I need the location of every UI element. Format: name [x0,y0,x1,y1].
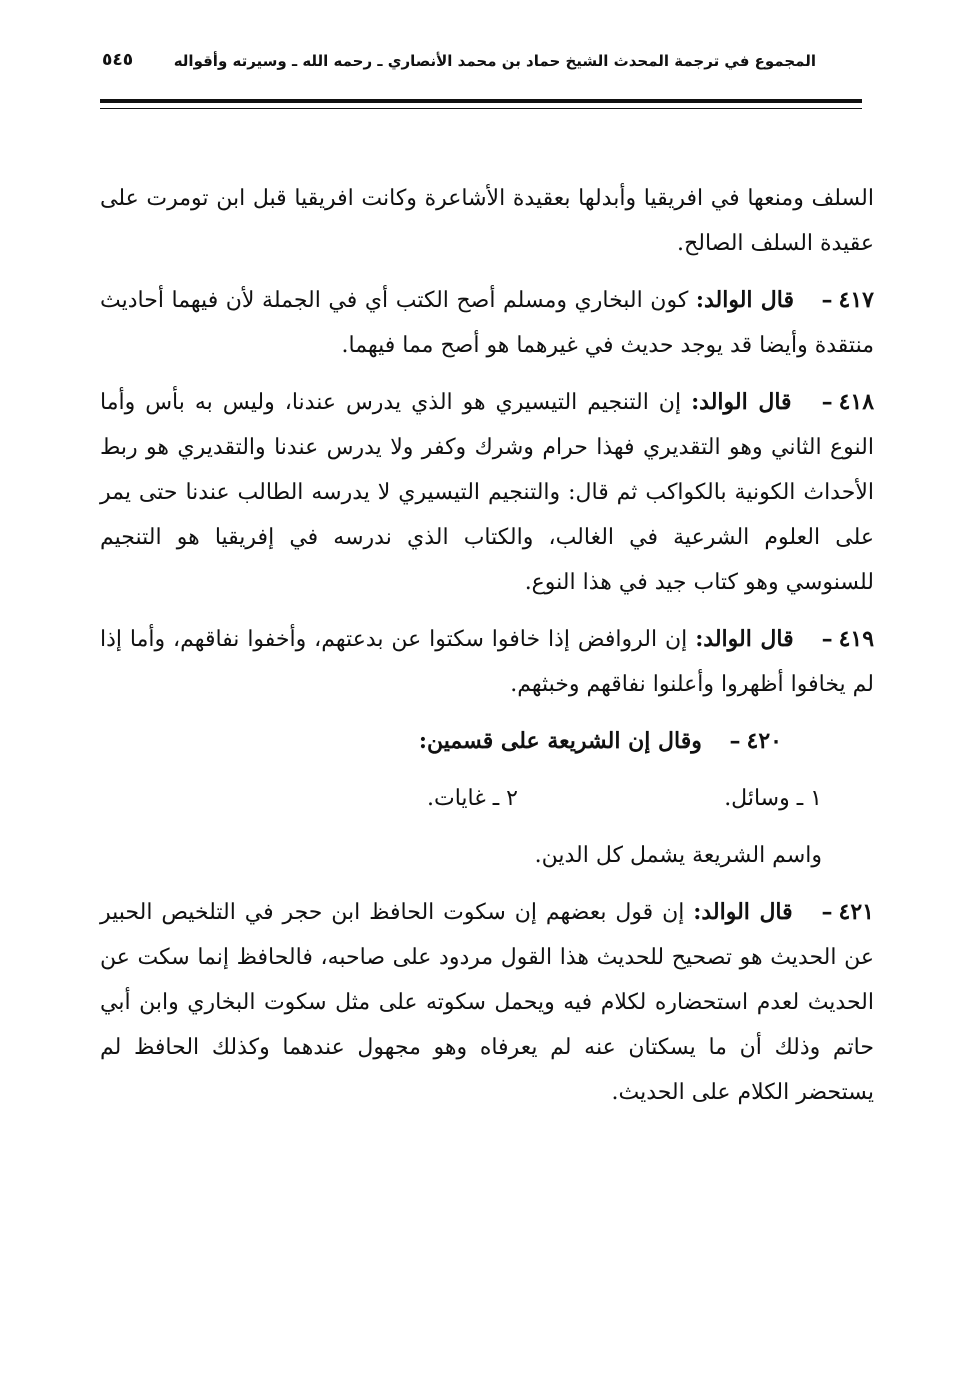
entry-dash: – [821,389,833,415]
division-list [100,776,874,821]
page-header [100,46,816,86]
page-number: ٥٤٥ [102,50,134,70]
entry-text: إن الروافض إذا خافوا سكتوا عن بدعتهم، وأخفوا نفاقهم، وأما إذا لم يخافوا أظهروا وأعلنوا نفاقهم وخبثهم. [100,627,874,697]
speaker-label: قال الوالد: [693,899,793,925]
entry-number: ٤٢٠ [746,728,782,754]
entry-text: كون البخاري ومسلم أصح الكتب أي في الجملة لأن فيهما أحاديث منتقدة وأيضا قد يوجد حديث في غيرهما هو أصح مما فيهما. [100,288,874,358]
entry-417 [100,278,874,368]
entry-419 [100,617,874,707]
division-item-2: ٢ ـ غايات. [427,786,518,811]
entry-dash: – [821,626,833,652]
entry-text: إن قول بعضهم إن سكوت الحافظ ابن حجر في التلخيص الحبير عن الحديث هو تصحيح للحديث هذا القول مردود على صاحبه، فالحافظ إنما سكت عن الحديث لعدم استحضاره لكلام فيه ويحمل سكوته على مثل سكوت البخاري وابن أبي حاتم وذلك أن ما يسكتان عنه لم يعرفاه وهو مجهول عندهما وكذلك الحافظ لم يستحضر الكلام على الحديث. [100,900,874,1105]
division-item-1: ١ ـ وسائل. [724,786,822,811]
header-rule-thick [100,99,862,103]
header-rule-thin [100,108,862,109]
entry-420 [100,719,874,764]
page-body [100,176,874,1127]
entry-number: ٤١٩ [838,626,875,652]
speaker-label: قال الوالد: [695,287,794,313]
entry-421 [100,890,874,1115]
entry-dash: – [729,728,741,754]
entry-number: ٤٢١ [838,899,874,925]
continued-paragraph [100,176,874,266]
entry-text: إن التنجيم التيسيري هو الذي يدرس عندنا، وليس به بأس وأما النوع الثاني وهو التقديري فهذا حرام وشرك وكفر ولا يدرس عندنا والتقديري هو ربط الأحداث الكونية بالكواكب ثم قال: والتنجيم التيسيري لا يدرسه الطالب عندنا حتى يمر على العلوم الشرعية في الغالب، والكتاب الذي ندرسه في إفريقيا هو التنجيم للسنوسي وهو كتاب جيد في هذا النوع. [100,390,875,595]
running-title: المجموع في ترجمة المحدث الشيخ حماد بن محمد الأنصاري ـ رحمه الله ـ وسيرته وأقواله [173,52,816,70]
entry-418 [100,380,874,605]
speaker-label: قال الوالد: [695,626,794,652]
note-text: واسم الشريعة يشمل كل الدين. [534,843,822,868]
entry-heading: وقال إن الشريعة على قسمين: [418,728,702,754]
entry-420-note [100,833,874,878]
entry-dash: – [821,899,833,925]
paragraph-text: السلف ومنعها في افريقيا وأبدلها بعقيدة الأشاعرة وكانت افريقيا قبل ابن تومرت على عقيدة السلف الصالح. [100,186,874,256]
entry-dash: – [821,287,833,313]
entry-number: ٤١٨ [838,389,875,415]
entry-number: ٤١٧ [838,287,874,313]
speaker-label: قال الوالد: [691,389,792,415]
